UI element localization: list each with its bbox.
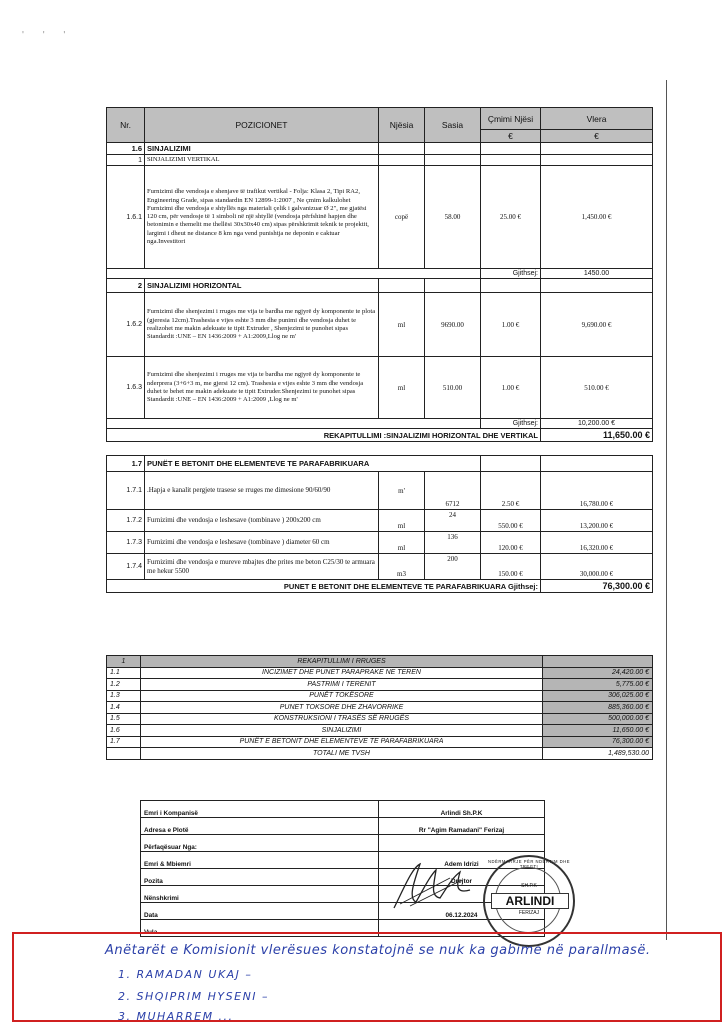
handwritten-member-1: 1. RAMADAN UKAJ – (118, 968, 253, 981)
recap-nr: 1.4 (107, 702, 141, 714)
section-total-value: 76,300.00 € (541, 580, 653, 593)
stamp-shpk: SH.P.K (521, 883, 537, 889)
item-unit: ml (379, 532, 425, 554)
item-unit: ml (379, 510, 425, 532)
recap-label: INCIZIMET DHE PUNET PARAPRAKE NE TEREN (141, 667, 543, 679)
item-value: 16,320.00 € (541, 532, 653, 554)
item-quantity: 6712 (425, 472, 481, 510)
item-value: 16,780.00 € (541, 472, 653, 510)
item-price: 120.00 € (481, 532, 541, 554)
recap-row (107, 736, 653, 748)
recap-row (107, 690, 653, 702)
subsection-title: SINJALIZIMI HORIZONTAL (145, 279, 379, 293)
stamp-company-name: ARLINDI (491, 893, 569, 909)
item-description: Furnizimi dhe vendosja e shenjave të trafikut vertikal - Folja: Klasa 2, Tipi RA2, Engineering Grade, sipas standardin EN 12899-1:2007 , Ne çmim kalkulohet Furnizimi dhe vendosja e shtyllës nga materiali çelik i galvanizuar Ø 2", me gjatësi 120 cm, për vendosje të 1 simboli në një shtyllë (vendosja përfshinë hapjen dhe betonimin e themelit me thellësi 30x30x40 cm) sipas përshkrimit teknik te projektit, largimi i dheut ne distance 8 km nga vend punishtja ne deponin e caktuar nga.Investitori (145, 166, 379, 269)
recap-value: 11,650.00 € (543, 725, 653, 737)
item-price: 1.00 € (481, 357, 541, 419)
signature-field-label: Pozita (141, 869, 379, 886)
recap-value: 306,025.00 € (543, 690, 653, 702)
recap-value: 885,360.00 € (543, 702, 653, 714)
subsection-nr: 1 (107, 155, 145, 166)
item-price: 550.00 € (481, 510, 541, 532)
stamp-ring-text: NDËRMARRJE PËR NDËRTIM DHE TREGTI (487, 859, 571, 869)
recap-value: 5,775.00 € (543, 679, 653, 691)
item-quantity: 24 (425, 510, 481, 532)
subsection-row (107, 155, 653, 166)
item-unit: ml (379, 357, 425, 419)
header-vlera: Vlera (541, 108, 653, 130)
header-sasia: Sasia (425, 108, 481, 143)
recap-nr: 1.2 (107, 679, 141, 691)
item-row (107, 554, 653, 580)
recap-nr: 1.1 (107, 667, 141, 679)
signature-row (141, 801, 545, 818)
item-price: 25.00 € (481, 166, 541, 269)
section-title: SINJALIZIMI (145, 143, 379, 155)
stamp-city: FERIZAJ (518, 910, 540, 916)
recap-row (107, 429, 653, 442)
section-row (107, 143, 653, 155)
item-row (107, 510, 653, 532)
section-nr: 1.7 (107, 456, 145, 472)
header-njesia: Njësia (379, 108, 425, 143)
item-description: .Hapja e kanalit pergjete trasese se rruges me dimesione 90/60/90 (145, 472, 379, 510)
header-pozicionet: POZICIONET (145, 108, 379, 143)
recap-total-value: 1,489,530.00 (543, 748, 653, 760)
item-quantity: 136 (425, 532, 481, 554)
signature-field-value: Drejtor (379, 869, 545, 886)
item-row (107, 357, 653, 419)
recap-label: SINJALIZIMI (141, 725, 543, 737)
handwritten-note: Anëtarët e Komisionit vlerësues konstatojnë se nuk ka gabime në parallmasë. (105, 943, 651, 958)
signature-field-label: Nënshkrimi (141, 886, 379, 903)
item-price: 2.50 € (481, 472, 541, 510)
item-unit: m3 (379, 554, 425, 580)
signature-row (141, 835, 545, 852)
header-euro-value: € (541, 130, 653, 143)
item-description: Furnizimi dhe vendosja e mureve mbajtes dhe prites me beton C25/30 te armuara me hekur 5500 (145, 554, 379, 580)
recap-nr: 1.5 (107, 713, 141, 725)
bill-of-quantities-table (106, 107, 653, 593)
subtotal-label: Gjithsej: (481, 269, 541, 279)
item-nr: 1.6.1 (107, 166, 145, 269)
signature-field-label: Përfaqësuar Nga: (141, 835, 379, 852)
section-title: PUNËT E BETONIT DHE ELEMENTEVE TE PARAFABRIKUARA (145, 456, 481, 472)
item-nr: 1.7.2 (107, 510, 145, 532)
subsection-title: SINJALIZIMI VERTIKAL (145, 155, 379, 166)
item-row (107, 166, 653, 269)
section-total-label: PUNET E BETONIT DHE ELEMENTEVE TE PARAFABRIKUARA (283, 581, 506, 591)
signature-row (141, 818, 545, 835)
recap-row (107, 702, 653, 714)
header-nr: Nr. (107, 108, 145, 143)
subtotal-label: Gjithsej: (481, 419, 541, 429)
section-total-row (107, 580, 653, 593)
subsection-nr: 2 (107, 279, 145, 293)
header-cmimi: Çmimi Njësi (481, 108, 541, 130)
section-nr: 1.6 (107, 143, 145, 155)
header-euro-price: € (481, 130, 541, 143)
recap-label: PUNËT E BETONIT DHE ELEMENTEVE TE PARAFABRIKUARA (141, 736, 543, 748)
item-quantity: 9690.00 (425, 293, 481, 357)
recap-label: KONSTRUKSIONI I TRASËS SË RRUGËS (141, 713, 543, 725)
subtotal-value: 10,200.00 € (541, 419, 653, 429)
signature-field-label: Vula (141, 920, 379, 937)
recap-header-title: REKAPITULLIMI I RRUGES (141, 656, 543, 668)
recap-label: REKAPITULLIMI :SINJALIZIMI HORIZONTAL DHE VERTIKAL (107, 429, 541, 442)
item-row (107, 293, 653, 357)
recap-value: 500,000.00 € (543, 713, 653, 725)
signature-row (141, 869, 545, 886)
item-description: Furnizimi dhe shenjezimi i rruges me vija te bardha me ngjyrë dy komponente te nderprera (3+6+3 m, me gjersi 12 cm). Trashesia e vijes eshte 3 mm dhe vendosja duhet te behet me makin adekuate te tipit Extruder.Shenjezimi te punohet sipas Standardit :UNE – EN 1436:2009 + A1:2009 ,Llog ne m' (145, 357, 379, 419)
recap-value: 24,420.00 € (543, 667, 653, 679)
handwritten-member-2: 2. SHQIPRIM HYSENI – (118, 990, 270, 1003)
signature-field-label: Emri & Mbiemri (141, 852, 379, 869)
subtotal-value: 1450.00 (541, 269, 653, 279)
item-row (107, 532, 653, 554)
recap-value: 11,650.00 € (541, 429, 653, 442)
item-unit: m' (379, 472, 425, 510)
item-value: 9,690.00 € (541, 293, 653, 357)
scan-marks: ' ' ' (22, 30, 74, 41)
item-value: 1,450.00 € (541, 166, 653, 269)
item-quantity: 58.00 (425, 166, 481, 269)
signature-field-value: Arlindi Sh.P.K (379, 801, 545, 818)
recap-total-label: TOTALI ME TVSH (141, 748, 543, 760)
signature-field-label: Emri i Kompanisë (141, 801, 379, 818)
signature-row (141, 852, 545, 869)
subtotal-row (107, 419, 653, 429)
item-unit: copë (379, 166, 425, 269)
item-value: 510.00 € (541, 357, 653, 419)
item-unit: ml (379, 293, 425, 357)
item-nr: 1.6.3 (107, 357, 145, 419)
item-nr: 1.7.1 (107, 472, 145, 510)
signature-field-value: Adem Idrizi (379, 852, 545, 869)
item-description: Furnizimi dhe vendosja e leshesave (tombinave ) diameter 60 cm (145, 532, 379, 554)
item-description: Furnizimi dhe vendosja e leshesave (tombinave ) 200x200 cm (145, 510, 379, 532)
recap-row (107, 713, 653, 725)
recap-label: PUNET TOKSORE DHE ZHAVORRIKE (141, 702, 543, 714)
item-nr: 1.7.3 (107, 532, 145, 554)
recap-row (107, 667, 653, 679)
signature-field-value (379, 835, 545, 852)
item-price: 1.00 € (481, 293, 541, 357)
signature-field-value: Rr "Agim Ramadani" Ferizaj (379, 818, 545, 835)
recap-row (107, 725, 653, 737)
signature-field-label: Data (141, 903, 379, 920)
recap-header-row (107, 656, 653, 668)
recap-label: PUNËT TOKËSORE (141, 690, 543, 702)
recap-label: PASTRIMI I TERENIT (141, 679, 543, 691)
section-total-label-gjithsej: Gjithsej: (507, 581, 538, 591)
item-row (107, 472, 653, 510)
subtotal-row (107, 269, 653, 279)
item-quantity: 510.00 (425, 357, 481, 419)
signature-field-value: 06.12.2024 (379, 903, 545, 920)
handwritten-member-3: 3. MUHARREM ... (118, 1010, 234, 1023)
recap-value: 76,300.00 € (543, 736, 653, 748)
item-value: 30,000.00 € (541, 554, 653, 580)
item-nr: 1.7.4 (107, 554, 145, 580)
recap-nr: 1.7 (107, 736, 141, 748)
item-quantity: 200 (425, 554, 481, 580)
subsection-row (107, 279, 653, 293)
item-nr: 1.6.2 (107, 293, 145, 357)
recap-total-row (107, 748, 653, 760)
road-recap-table (106, 655, 653, 760)
item-value: 13,200.00 € (541, 510, 653, 532)
recap-nr: 1.3 (107, 690, 141, 702)
recap-header-nr: 1 (107, 656, 141, 668)
page-frame-line (666, 80, 667, 940)
item-price: 150.00 € (481, 554, 541, 580)
signature-field-label: Adresa e Plotë (141, 818, 379, 835)
item-description: Furnizimi dhe shenjezimi i rruges me vija te bardha me ngjyrë dy komponente te plota (gjeresia 12cm).Trashesia e vijes eshte 3 mm dhe punimi dhe vendosja duhet te realizohet me makin adekuate te tipit Extruder , Shenjezimi te punohet sipas Standardit :UNE – EN 1436:2009 + A1:2009,Llog ne m' (145, 293, 379, 357)
handwritten-signature (390, 858, 480, 913)
recap-nr: 1.6 (107, 725, 141, 737)
recap-row (107, 679, 653, 691)
section-row (107, 456, 653, 472)
